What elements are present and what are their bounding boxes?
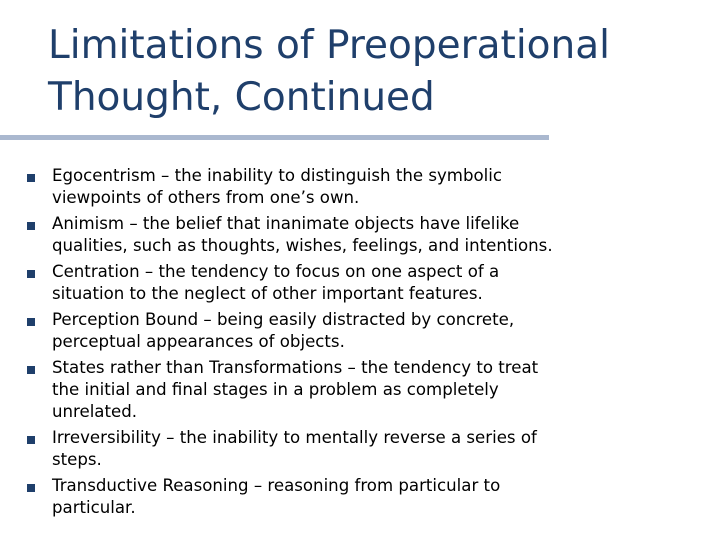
bullet-text-line: Centration – the tendency to focus on one aspect of a xyxy=(52,262,500,281)
square-bullet-icon xyxy=(27,436,35,444)
slide-title-line-1: Limitations of Preoperational xyxy=(48,23,610,68)
bullet-item-centration xyxy=(0,261,720,305)
bullet-text-line: the initial and final stages in a problem as completely xyxy=(52,380,499,399)
title-underline xyxy=(0,135,549,140)
bullet-text-line: steps. xyxy=(52,450,102,469)
bullet-text-line: States rather than Transformations – the tendency to treat xyxy=(52,358,539,377)
square-bullet-icon xyxy=(27,318,35,326)
bullet-item-perception-bound xyxy=(0,309,720,353)
bullet-text-line: qualities, such as thoughts, wishes, feelings, and intentions. xyxy=(52,236,553,255)
bullet-text-line: Irreversibility – the inability to mentally reverse a series of xyxy=(52,428,537,447)
bullet-item-egocentrism xyxy=(0,165,720,209)
bullet-text-line: perceptual appearances of objects. xyxy=(52,332,345,351)
bullet-text-line: Transductive Reasoning – reasoning from particular to xyxy=(52,476,501,495)
square-bullet-icon xyxy=(27,222,35,230)
square-bullet-icon xyxy=(27,366,35,374)
bullet-item-irreversibility xyxy=(0,427,720,471)
bullet-item-states-vs-transformations xyxy=(0,357,720,423)
square-bullet-icon xyxy=(27,270,35,278)
bullet-text-line: unrelated. xyxy=(52,402,138,421)
bullet-list xyxy=(0,165,720,523)
bullet-text-line: viewpoints of others from one’s own. xyxy=(52,188,360,207)
bullet-item-animism xyxy=(0,213,720,257)
bullet-text-line: particular. xyxy=(52,498,136,517)
bullet-text-line: Perception Bound – being easily distracted by concrete, xyxy=(52,310,515,329)
bullet-text-line: Animism – the belief that inanimate objects have lifelike xyxy=(52,214,520,233)
bullet-item-transductive-reasoning xyxy=(0,475,720,519)
bullet-text-line: Egocentrism – the inability to distinguish the symbolic xyxy=(52,166,503,185)
square-bullet-icon xyxy=(27,484,35,492)
slide-title xyxy=(48,20,708,124)
square-bullet-icon xyxy=(27,174,35,182)
slide-title-line-2: Thought, Continued xyxy=(48,75,435,120)
bullet-text-line: situation to the neglect of other important features. xyxy=(52,284,483,303)
